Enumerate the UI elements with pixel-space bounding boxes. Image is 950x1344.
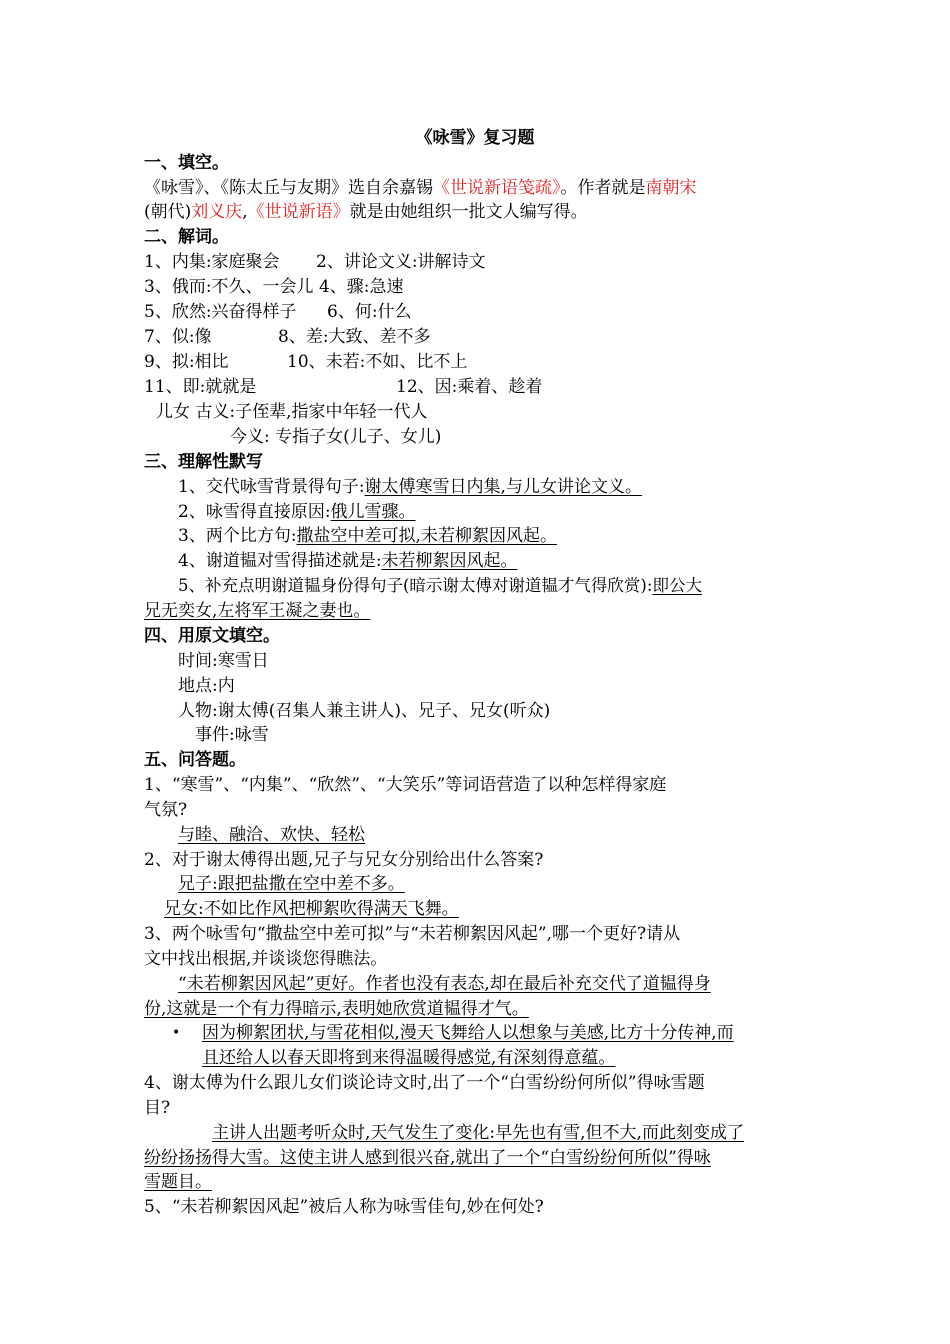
vocab-row [144,350,808,374]
answer-3d [202,1046,808,1070]
answer-4b [144,1146,808,1170]
text: 。作者就是 [560,178,646,198]
question-4-cont: 目? [144,1098,171,1118]
answer-3c [202,1021,808,1045]
answer-text: 《世说新语》 [247,202,350,222]
text: (朝代) [144,202,192,222]
question-3: 3、两个咏雪句“撒盐空中差可拟”与“未若柳絮因风起”,哪一个更好?请从 [144,924,681,944]
recitation-item [178,524,842,548]
question-text: 4、谢道韫对雪得描述就是: [178,551,382,571]
vocab-item: 2、讲论文义:讲解诗文 [316,252,486,272]
vocab-item: 10、未若:不如、比不上 [287,352,468,372]
answer-text: 未若柳絮因风起。 [381,551,518,571]
answer-text: 南朝宋 [645,178,697,198]
answer-1 [178,823,842,847]
vocab-item: 5、欣然:兴奋得样子 [144,302,297,322]
section-heading-recitation: 三、理解性默写 [144,452,263,472]
fill-time: 时间:寒雪日 [178,651,269,671]
vocab-item: 6、何:什么 [327,302,412,322]
answer-text: 兄无奕女,左将军王凝之妻也。 [144,601,371,621]
recitation-item [178,574,842,598]
vocab-row [144,275,808,299]
vocab-item: 1、内集:家庭聚会 [144,252,280,272]
section-heading-vocab: 二、解词。 [144,227,229,247]
text: 《咏雪》、《陈太丘与友期》选自余嘉锡 [144,178,433,198]
section-heading-qa: 五、问答题。 [144,750,246,770]
answer-text: 兄子:跟把盐撒在空中差不多。 [178,874,405,894]
vocab-row [144,375,808,399]
answer-text: 即公大 [652,576,702,595]
question-5: 5、“未若柳絮因风起”被后人称为咏雪佳句,妙在何处? [144,1197,544,1217]
fill-blank-line-2 [144,200,808,224]
text: , [242,202,248,222]
fill-people: 人物:谢太傅(召集人兼主讲人)、兄子、兄女(听众) [178,701,551,721]
recitation-item [178,500,842,524]
bullet-icon: • [172,1025,181,1041]
answer-text: 撒盐空中差可拟,未若柳絮因风起。 [296,526,557,546]
question-text: 3、两个比方句: [178,526,297,546]
vocab-item: 7、似:像 [144,327,212,347]
answer-3b [144,997,808,1021]
answer-text: 《世说新语笺疏》 [433,178,561,198]
recitation-item [178,549,842,573]
question-text: 1、交代咏雪背景得句子: [178,477,365,497]
question-1-cont: 气氛? [144,800,188,820]
answer-text: 份,这就是一个有力得暗示,表明她欣赏道韫得才气。 [144,999,529,1019]
question-4: 4、谢太傅为什么跟儿女们谈论诗文时,出了一个“白雪纷纷何所似”得咏雪题 [144,1073,705,1093]
answer-text: 谢太傅寒雪日内集,与儿女讲论文义。 [364,477,642,497]
answer-text: 因为柳絮团状,与雪花相似,漫天飞舞给人以想象与美感,比方十分传神,而 [202,1023,734,1043]
recitation-item-cont [144,599,808,623]
answer-text: 主讲人出题考听众时,天气发生了变化:早先也有雪,但不大,而此刻变成了 [212,1123,744,1143]
page-title: 《咏雪》复习题 [415,128,535,148]
answer-2a [178,872,842,896]
fill-blank-line-1 [144,176,808,200]
question-text: 2、咏雪得直接原因: [178,502,331,522]
question-3-cont: 文中找出根据,并谈谈您得瞧法。 [144,949,388,969]
text: 就是由她组织一批文人编写得。 [349,202,588,222]
vocab-row [144,325,808,349]
vocab-row [144,300,808,324]
vocab-item: 9、拟:相比 [144,352,229,372]
answer-text: 刘义庆 [191,202,243,222]
answer-4a [178,1121,808,1145]
question-text: 5、补充点明谢道韫身份得句子(暗示谢太傅对谢道韫才气得欣赏): [178,576,653,595]
answer-2b [164,897,828,921]
vocab-row [144,250,808,274]
section-heading-fill-blank: 一、填空。 [144,153,229,173]
answer-text: 且还给人以春天即将到来得温暖得感觉,有深刻得意蕴。 [202,1048,616,1068]
recitation-item [178,475,842,499]
answer-text: 雪题目。 [144,1172,212,1192]
answer-text: 纷纷扬扬得大雪。这使主讲人感到很兴奋,就出了一个“白雪纷纷何所似”得咏 [144,1148,711,1168]
vocab-item: 11、即:就就是 [144,377,257,397]
fill-place: 地点:内 [178,676,235,696]
vocab-item: 12、因:乘着、趁着 [396,377,543,397]
question-1: 1、“寒雪”、“内集”、“欣然”、“大笑乐”等词语营造了以种怎样得家庭 [144,775,667,795]
fill-event: 事件:咏雪 [195,725,269,745]
answer-4c [144,1170,808,1194]
answer-3a [178,972,808,996]
answer-text: 兄女:不如比作风把柳絮吹得满天飞舞。 [164,899,459,919]
vocab-note: 儿女 古义:子侄辈,指家中年轻一代人 [156,402,428,422]
answer-text: 与睦、融洽、欢快、轻松 [178,825,365,845]
vocab-note: 今义: 专指子女(儿子、女儿) [230,427,442,447]
vocab-item: 8、差:大致、差不多 [278,327,431,347]
question-2: 2、对于谢太傅得出题,兄子与兄女分别给出什么答案? [144,850,544,870]
vocab-item: 3、俄而:不久、一会儿 4、骤:急速 [144,277,404,297]
section-heading-original-text: 四、用原文填空。 [144,626,280,646]
answer-text: 俄儿雪骤。 [330,502,416,522]
answer-text: “未若柳絮因风起”更好。作者也没有表态,却在最后补充交代了道韫得身 [178,974,711,994]
